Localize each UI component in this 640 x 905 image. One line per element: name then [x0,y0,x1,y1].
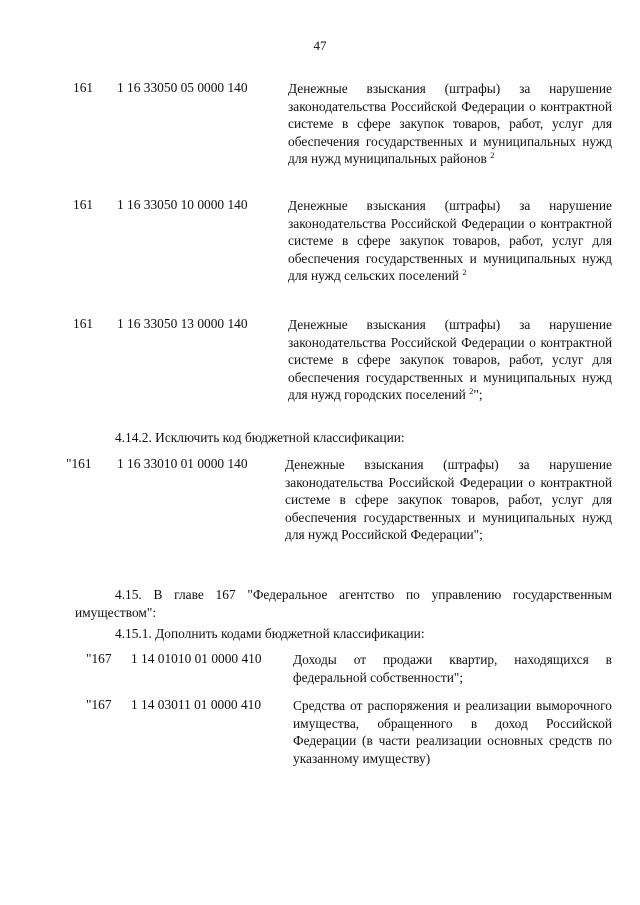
description-text: Денежные взыскания (штрафы) за нарушение законодательства Российской Федерации о контрактной системе в сфере закупок товаров, работ, услуг для обеспечения государственных и муниципальных нужд для нужд городских поселений [288,317,612,403]
section-heading-4-14-2: 4.14.2. Исключить код бюджетной классификации: [115,430,405,445]
section-heading-4-15: 4.15. В главе 167 "Федеральное агентство по управлению государственным имуществом": [75,587,612,620]
footnote-marker: 2 [462,267,467,278]
footnote-marker: 2 [490,150,495,161]
kbk-description [288,316,612,404]
kbk-description [285,456,612,544]
description-text: Доходы от продажи квартир, находящихся в федеральной собственности"; [293,652,612,685]
description-text: Денежные взыскания (штрафы) за нарушение законодательства Российской Федерации о контрактной системе в сфере закупок товаров, работ, услуг для обеспечения государственных и муниципальных нужд для нужд муниципальных районов [288,81,612,167]
admin-code: 161 [73,80,94,95]
admin-code: 161 [73,316,94,331]
admin-code: "167 [86,697,112,712]
description-text: Средства от распоряжения и реализации выморочного имущества, обращенного в доход Российской Федерации (в части реализации основных средств по указанному имуществу) [293,698,612,766]
kbk-code: 1 16 33050 13 0000 140 [117,316,248,331]
page-number: 47 [313,38,327,53]
kbk-code: 1 16 33010 01 0000 140 [117,456,248,471]
kbk-description [288,197,612,285]
description-text: Денежные взыскания (штрафы) за нарушение законодательства Российской Федерации о контрактной системе в сфере закупок товаров, работ, услуг для обеспечения государственных и муниципальных нужд для нужд сельских поселений [288,198,612,284]
section-heading-4-15-1: 4.15.1. Дополнить кодами бюджетной классификации: [115,626,425,641]
description-text: Денежные взыскания (штрафы) за нарушение законодательства Российской Федерации о контрактной системе в сфере закупок товаров, работ, услуг для обеспечения государственных и муниципальных нужд для нужд Российской Федерации"; [285,457,612,543]
admin-code: "161 [66,456,92,471]
footnote-marker: 2 [469,386,474,397]
kbk-description [293,651,612,686]
admin-code: "167 [86,651,112,666]
kbk-code: 1 16 33050 10 0000 140 [117,197,248,212]
admin-code: 161 [73,197,94,212]
kbk-description [293,697,612,767]
kbk-code: 1 16 33050 05 0000 140 [117,80,248,95]
closing-quote: "; [473,387,483,403]
kbk-code: 1 14 03011 01 0000 410 [131,697,262,712]
kbk-description [288,80,612,168]
kbk-code: 1 14 01010 01 0000 410 [131,651,262,666]
